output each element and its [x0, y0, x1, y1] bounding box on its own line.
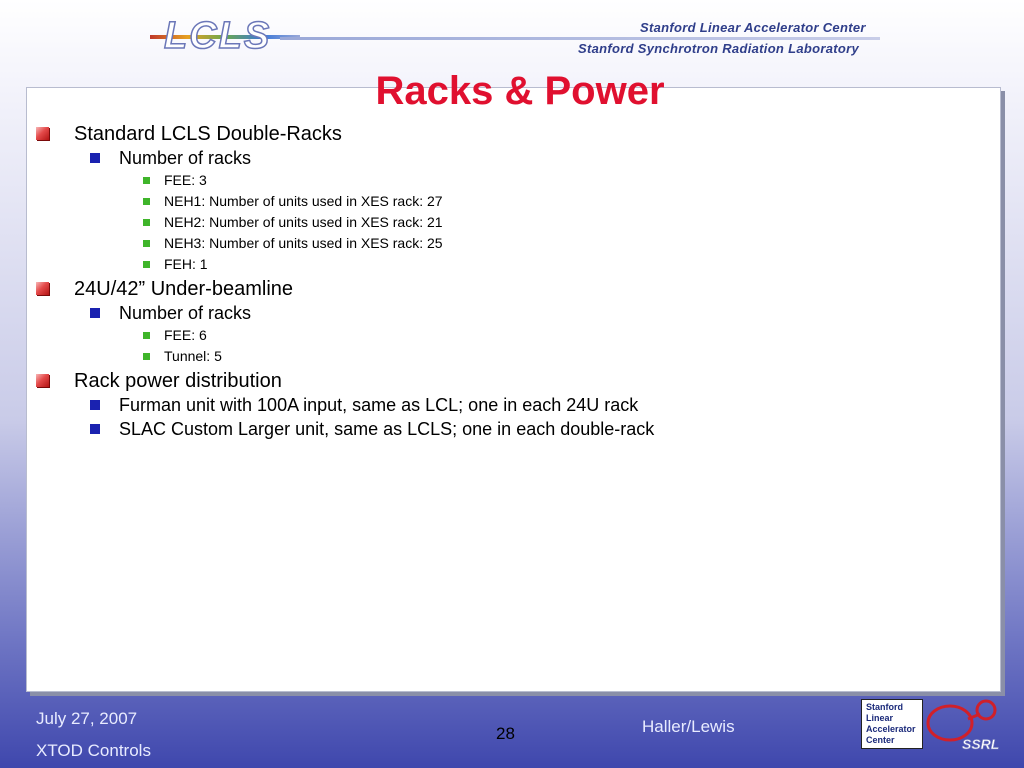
bullet-level2 — [36, 147, 936, 170]
red-square-bullet-icon — [36, 282, 49, 295]
ssrl-logo — [924, 697, 1000, 753]
bullet-text: Tunnel: 5 — [164, 348, 222, 364]
blue-square-bullet-icon — [90, 424, 100, 434]
bullet-text: FEE: 6 — [164, 327, 207, 343]
bullet-level1 — [36, 277, 936, 301]
slide-title: Racks & Power — [375, 69, 665, 113]
slac-logo-line: Accelerator — [866, 724, 916, 734]
bullet-level3 — [36, 212, 936, 233]
bullet-level2 — [36, 302, 936, 325]
bullet-text: FEE: 3 — [164, 172, 207, 188]
bullet-text: Furman unit with 100A input, same as LCL; one in each 24U rack — [119, 395, 639, 415]
slac-logo — [861, 699, 923, 749]
header-divider — [280, 37, 880, 40]
slac-logo-line: Center — [866, 735, 895, 745]
bullet-text: SLAC Custom Larger unit, same as LCLS; one in each double-rack — [119, 419, 655, 439]
bullet-text: FEH: 1 — [164, 256, 208, 272]
blue-square-bullet-icon — [90, 400, 100, 410]
green-square-bullet-icon — [143, 353, 150, 360]
lcls-logo — [150, 8, 300, 58]
bullet-text: NEH2: Number of units used in XES rack: 21 — [164, 214, 443, 230]
page-number: 28 — [496, 724, 515, 743]
bullet-text: NEH3: Number of units used in XES rack: 25 — [164, 235, 443, 251]
bullet-level3 — [36, 325, 936, 346]
bullet-level3 — [36, 191, 936, 212]
bullet-level3 — [36, 170, 936, 191]
bullet-text: Number of racks — [119, 303, 252, 323]
bullet-text: Standard LCLS Double-Racks — [74, 123, 342, 145]
bullet-level2 — [36, 394, 936, 417]
bullet-level3 — [36, 233, 936, 254]
bullet-level1 — [36, 122, 936, 146]
ssrl-logo-text: SSRL — [962, 736, 1000, 752]
footer-date: July 27, 2007 — [36, 709, 138, 728]
footer-authors: Haller/Lewis — [642, 717, 735, 736]
green-square-bullet-icon — [143, 177, 150, 184]
bullet-text: 24U/42” Under-beamline — [74, 278, 294, 300]
bullet-text: Rack power distribution — [74, 370, 282, 392]
green-square-bullet-icon — [143, 198, 150, 205]
slac-logo-line: Stanford — [866, 702, 903, 712]
bullet-level1 — [36, 369, 936, 393]
green-square-bullet-icon — [143, 261, 150, 268]
bullet-level2 — [36, 418, 936, 441]
bullet-text: NEH1: Number of units used in XES rack: 27 — [164, 193, 443, 209]
red-square-bullet-icon — [36, 127, 49, 140]
bullet-level3 — [36, 254, 936, 275]
red-square-bullet-icon — [36, 374, 49, 387]
blue-square-bullet-icon — [90, 153, 100, 163]
green-square-bullet-icon — [143, 240, 150, 247]
slac-logo-line: Linear — [866, 713, 894, 723]
footer-project: XTOD Controls — [36, 741, 151, 760]
org-name-ssrl: Stanford Synchrotron Radiation Laboratory — [578, 41, 859, 56]
blue-square-bullet-icon — [90, 308, 100, 318]
lcls-logo-text: LCLS — [164, 15, 272, 57]
green-square-bullet-icon — [143, 332, 150, 339]
bullet-list — [36, 122, 936, 441]
bullet-level3 — [36, 346, 936, 367]
bullet-text: Number of racks — [119, 148, 252, 168]
green-square-bullet-icon — [143, 219, 150, 226]
org-name-slac: Stanford Linear Accelerator Center — [640, 20, 866, 35]
